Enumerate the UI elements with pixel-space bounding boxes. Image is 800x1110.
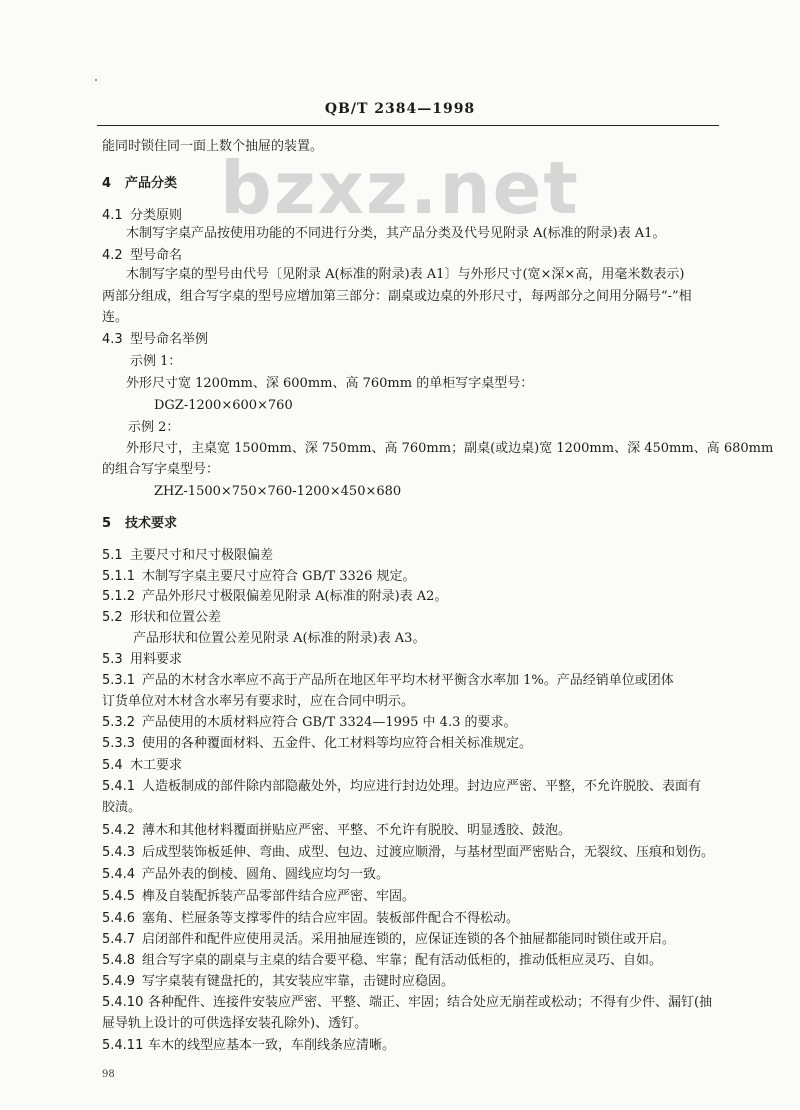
line-text: 主要尺寸和尺寸极限偏差	[130, 548, 274, 563]
section-heading-line	[102, 248, 182, 264]
line-text: 人造板制成的部件除内部隐蔽处外，均应进行封边处理。封边应严密、平整，不允许脱胶、表面有	[142, 779, 702, 794]
section-heading-line	[102, 569, 415, 585]
line-text: 示例 2：	[128, 420, 180, 435]
section-heading-line	[102, 516, 177, 532]
line-text: 能同时锁住同一面上数个抽屉的装置。	[102, 139, 324, 154]
body-text-line	[128, 420, 179, 436]
line-text: 榫及自装配拆装产品零部件结合应严密、牢固。	[142, 889, 416, 904]
body-text-line	[102, 800, 141, 816]
section-number: 5.4.2	[102, 823, 136, 838]
section-number: 4.3	[102, 332, 123, 347]
line-text: 两部分组成，组合写字桌的型号应增加第三部分：副桌或边桌的外形尺寸，每两部分之间用分隔号“-”相	[102, 289, 692, 304]
section-heading-line	[102, 845, 714, 861]
section-number: 4.1	[102, 208, 123, 223]
section-heading-line	[102, 332, 208, 348]
section-number: 5.3	[102, 652, 123, 667]
section-number: 5.4.3	[102, 845, 136, 860]
section-number: 5.4.6	[102, 911, 136, 926]
line-text: 型号命名举例	[130, 332, 209, 347]
line-text: 后成型装饰板延伸、弯曲、成型、包边、过渡应顺滑，与基材型面严密贴合，无裂纹、压痕和划伤。	[142, 845, 715, 860]
section-number: 4.2	[102, 248, 123, 263]
section-number: 5.3.2	[102, 715, 136, 730]
section-number: 5.4.5	[102, 889, 136, 904]
section-heading-line	[102, 889, 415, 905]
watermark: bzxz.net	[220, 146, 580, 230]
section-heading-line	[102, 715, 517, 731]
section-number: 5.1.1	[102, 569, 136, 584]
line-text: 的组合写字桌型号：	[102, 462, 220, 477]
line-text: 车木的线型应基本一致，车削线条应清晰。	[148, 1038, 396, 1053]
body-text-line	[102, 1016, 367, 1032]
section-heading-line	[102, 208, 182, 224]
section-heading-line	[102, 548, 273, 564]
section-number: 5.1	[102, 548, 123, 563]
section-number: 5.3.3	[102, 736, 136, 751]
line-text: 塞角、栏屉条等支撑零件的结合应牢固。装板部件配合不得松动。	[142, 911, 520, 926]
body-text-line	[130, 354, 181, 370]
section-heading-line	[102, 589, 447, 605]
section-heading-line	[102, 1038, 395, 1054]
section-heading-line	[102, 953, 662, 969]
line-text: 形状和位置公差	[130, 610, 222, 625]
body-text-line	[102, 289, 692, 305]
section-heading-line	[102, 736, 532, 752]
body-text-line	[126, 376, 533, 392]
section-number: 5.1.2	[102, 589, 136, 604]
section-heading-line	[102, 758, 182, 774]
line-text: 分类原则	[130, 208, 183, 223]
line-text: 屉导轨上设计的可供选择安装孔除外)、透钉。	[102, 1016, 368, 1031]
line-text: 木制写字桌的型号由代号〔见附录 A(标准的附录)表 A1〕与外形尺寸(宽×深×高，用毫米数表示)	[126, 267, 685, 282]
scan-speck	[95, 79, 97, 81]
body-text-line	[102, 694, 414, 710]
section-number: 5.4	[102, 758, 123, 773]
header-rule	[97, 125, 719, 126]
line-text: 示例 1：	[130, 354, 182, 369]
line-text: 使用的各种覆面材料、五金件、化工材料等均应符合相关标准规定。	[142, 736, 533, 751]
line-text: 胶渍。	[102, 800, 142, 815]
line-text: 产品外表的倒棱、圆角、圆线应均匀一致。	[142, 867, 390, 882]
section-number: 5.4.4	[102, 867, 136, 882]
line-text: 外形尺寸宽 1200mm、深 600mm、高 760mm 的单柜写字桌型号：	[126, 376, 534, 391]
section-heading-line	[102, 974, 454, 990]
section-number: 4	[102, 176, 112, 191]
line-text: 木工要求	[130, 758, 183, 773]
line-text: 连。	[102, 310, 129, 325]
standard-code-header: QB/T 2384—1998	[324, 101, 476, 117]
body-text-line	[126, 267, 684, 283]
section-heading-line	[102, 673, 674, 689]
line-text: 技术要求	[125, 516, 178, 531]
line-text: 启闭部件和配件应使用灵活。采用抽屉连锁的，应保证连锁的各个抽屉都能同时锁住或开启。	[142, 932, 676, 947]
body-text-line	[154, 398, 293, 414]
body-text-line	[102, 139, 323, 155]
line-text: 各种配件、连接件安装应严密、平整、端正、牢固；结合处应无崩茬或松动；不得有少件、漏钉(抽	[148, 995, 713, 1010]
body-text-line	[102, 310, 128, 326]
section-heading-line	[102, 867, 389, 883]
body-text-line	[126, 226, 665, 242]
section-number: 5.4.10	[102, 995, 144, 1010]
line-text: 产品外形尺寸极限偏差见附录 A(标准的附录)表 A2。	[142, 589, 448, 604]
section-number: 5.4.1	[102, 779, 136, 794]
line-text: 产品使用的木质材料应符合 GB/T 3324—1995 中 4.3 的要求。	[142, 715, 517, 730]
section-number: 5.2	[102, 610, 123, 625]
line-text: 型号命名	[130, 248, 183, 263]
line-text: 用料要求	[130, 652, 183, 667]
section-heading-line	[102, 823, 571, 839]
section-heading-line	[102, 610, 221, 626]
section-number: 5.4.9	[102, 974, 136, 989]
line-text: 木制写字桌主要尺寸应符合 GB/T 3326 规定。	[142, 569, 416, 584]
line-text: 产品分类	[125, 176, 178, 191]
line-text: 外形尺寸，主桌宽 1500mm、深 750mm、高 760mm；副桌(或边桌)宽 1200mm、深 450mm、高 680mm	[126, 441, 774, 456]
section-number: 5.3.1	[102, 673, 136, 688]
section-number: 5	[102, 516, 112, 531]
section-number: 5.4.11	[102, 1038, 144, 1053]
section-heading-line	[102, 779, 701, 795]
line-text: 产品的木材含水率应不高于产品所在地区年平均木材平衡含水率加 1%。产品经销单位或团体	[142, 673, 674, 688]
body-text-line	[133, 631, 425, 647]
line-text: 木制写字桌产品按使用功能的不同进行分类，其产品分类及代号见附录 A(标准的附录)表 A1。	[126, 226, 666, 241]
body-text-line	[102, 462, 219, 478]
line-text: 薄木和其他材料覆面拼贴应严密、平整、不允许有脱胶、明显透胶、鼓泡。	[142, 823, 572, 838]
section-heading-line	[102, 911, 519, 927]
section-heading-line	[102, 932, 675, 948]
section-heading-line	[102, 652, 182, 668]
line-text: 订货单位对木材含水率另有要求时，应在合同中明示。	[102, 694, 415, 709]
section-number: 5.4.8	[102, 953, 136, 968]
line-text: 产品形状和位置公差见附录 A(标准的附录)表 A3。	[133, 631, 426, 646]
section-number: 5.4.7	[102, 932, 136, 947]
body-text-line	[126, 441, 773, 457]
section-heading-line	[102, 176, 177, 192]
line-text: ZHZ-1500×750×760-1200×450×680	[154, 484, 402, 499]
body-text-line	[154, 484, 401, 500]
page-number: 98	[102, 1069, 115, 1080]
line-text: 写字桌装有键盘托的，其安装应牢靠，击键时应稳固。	[142, 974, 455, 989]
section-heading-line	[102, 995, 712, 1011]
line-text: DGZ-1200×600×760	[154, 398, 293, 413]
line-text: 组合写字桌的副桌与主桌的结合要平稳、牢靠；配有活动低柜的，推动低柜应灵巧、自如。	[142, 953, 663, 968]
